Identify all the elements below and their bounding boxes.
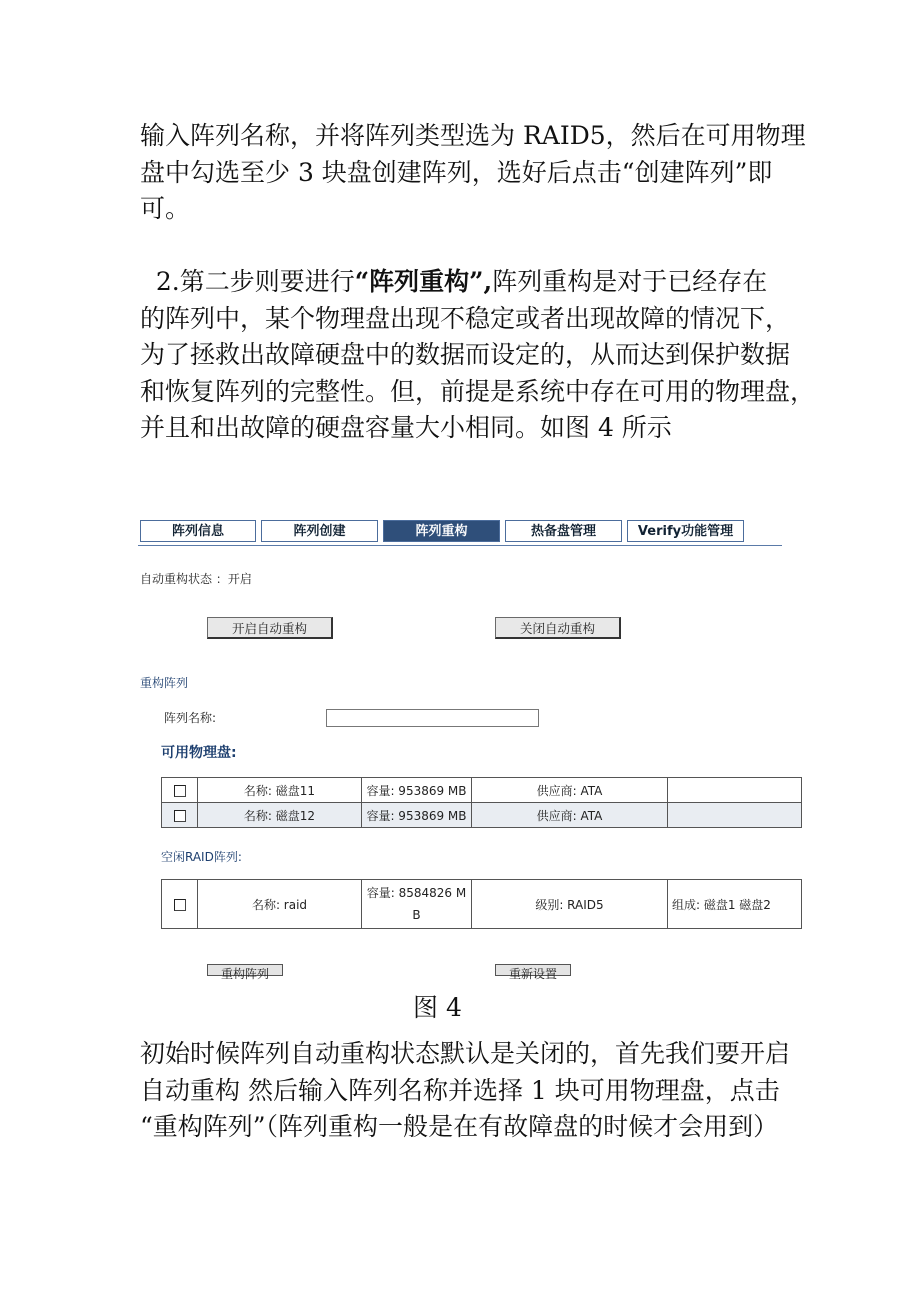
raid-level: 级别: RAID5 [472,880,668,929]
text-line: 初始时候阵列自动重构状态默认是关闭的，首先我们要开启 [140,1039,791,1068]
disk-checkbox-cell[interactable] [162,803,198,828]
rebuild-array-button[interactable]: 重构阵列 [207,964,283,976]
disk-capacity: 容量: 953869 MB [362,778,472,803]
idle-raid-label: 空闲RAID阵列: [161,850,242,864]
tab-array-create[interactable]: 阵列创建 [261,520,378,542]
step2-first-rest: 阵列重构是对于已经存在 [492,267,768,296]
disk-vendor: 供应商: ATA [472,803,668,828]
array-name-input[interactable] [326,709,539,727]
raid-checkbox-cell[interactable] [162,880,198,929]
available-disks-heading: 可用物理盘: [161,745,237,761]
auto-rebuild-status: 自动重构状态 ：开启 [140,572,252,586]
reset-button[interactable]: 重新设置 [495,964,571,976]
table-row [162,803,802,828]
tab-verify[interactable]: Verify功能管理 [627,520,744,542]
raid-name: 名称: raid [198,880,362,929]
disk-vendor: 供应商: ATA [472,778,668,803]
text-line: 为了拯救出故障硬盘中的数据而设定的，从而达到保护数据 [140,340,791,369]
text-line: 输入阵列名称，并将阵列类型选为 RAID5，然后在可用物理 [140,121,806,150]
raid-rebuild-screenshot [138,518,782,981]
text-line: 和恢复阵列的完整性。但，前提是系统中存在可用的物理盘， [140,376,816,406]
raid-capacity-line: 容量: 8584826 M [366,886,467,900]
text-line: 并且和出故障的硬盘容量大小相同。如图 4 所示 [140,413,672,442]
text-line: 的阵列中，某个物理盘出现不稳定或者出现故障的情况下， [140,303,791,333]
raid-members: 组成: 磁盘1 磁盘2 [668,880,802,929]
checkbox[interactable] [174,899,186,911]
disk-capacity: 容量: 953869 MB [362,803,472,828]
step2-paragraph [140,264,816,447]
disk-name: 名称: 磁盘11 [198,778,362,803]
figure-caption: 图 4 [413,993,462,1022]
intro-paragraph [140,118,806,228]
table-row [162,778,802,803]
idle-raid-table [161,879,802,929]
checkbox[interactable] [174,785,186,797]
closing-paragraph [140,1036,790,1146]
physical-disk-table [161,777,802,828]
text-line: 可。 [140,194,191,223]
disable-auto-rebuild-button[interactable]: 关闭自动重构 [495,617,621,639]
tab-bar [138,518,782,546]
rebuild-section-title: 重构阵列 [140,676,189,690]
disk-checkbox-cell[interactable] [162,778,198,803]
text-line: 自动重构 然后输入阵列名称并选择 1 块可用物理盘，点击 [140,1075,780,1105]
array-name-label: 阵列名称: [164,711,217,725]
empty-cell [668,778,802,803]
empty-cell [668,803,802,828]
raid-capacity [362,880,472,929]
step2-prefix: 2.第二步则要进行 [155,267,355,296]
text-line [140,264,790,301]
tab-array-rebuild[interactable]: 阵列重构 [383,520,500,542]
disk-name: 名称: 磁盘12 [198,803,362,828]
tab-hot-spare[interactable]: 热备盘管理 [505,520,622,542]
raid-capacity-line: B [412,908,421,922]
tab-array-info[interactable]: 阵列信息 [140,520,256,542]
checkbox[interactable] [174,810,186,822]
text-line: “重构阵列”（阵列重构一般是在有故障盘的时候才会用到） [140,1112,779,1141]
table-row [162,880,802,929]
enable-auto-rebuild-button[interactable]: 开启自动重构 [207,617,333,639]
step2-bold-term: “阵列重构”, [354,267,493,296]
text-line: 盘中勾选至少 3 块盘创建阵列，选好后点击“创建阵列”即 [140,157,773,187]
